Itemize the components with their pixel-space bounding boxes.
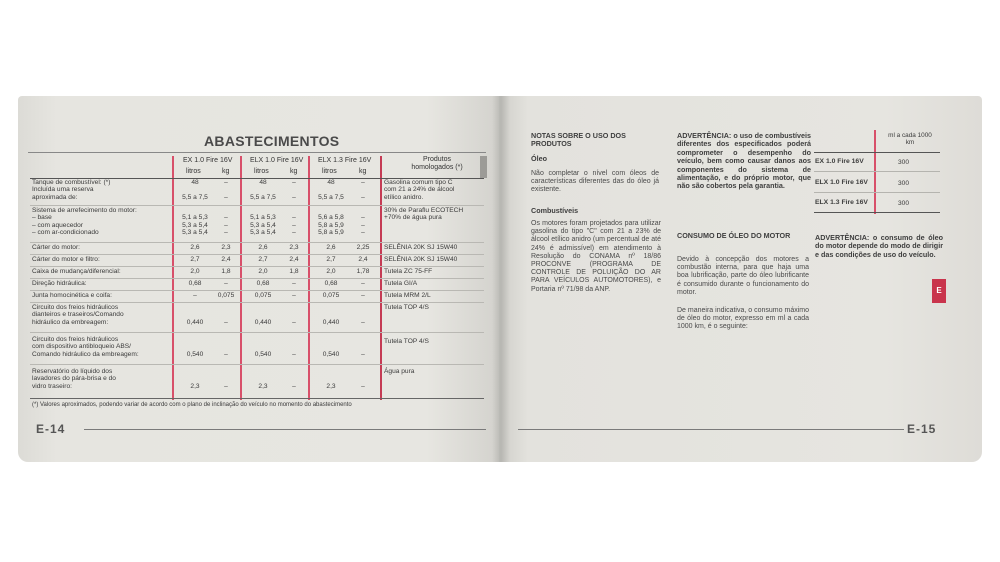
cell-elx13-litros: 0,075 bbox=[322, 292, 340, 299]
cell-elx13-litros: 0,68 bbox=[324, 280, 338, 287]
header-kg: kg bbox=[290, 168, 298, 175]
page-number-right: E-15 bbox=[907, 422, 937, 436]
row-separator bbox=[30, 266, 484, 267]
cell-elx13-kg: 1,78 bbox=[356, 268, 370, 275]
cell-produto: Tutela MRM 2/L bbox=[384, 292, 431, 299]
row-label: Junta homocinética e coifa: bbox=[32, 292, 112, 299]
cell-elx10-litros: 2,7 bbox=[258, 256, 268, 263]
row-separator bbox=[30, 332, 484, 333]
cell-elx10-kg: 1,8 bbox=[289, 268, 299, 275]
row-separator bbox=[30, 398, 484, 399]
cell-ex-litros: 0,68 bbox=[188, 280, 202, 287]
cell-elx10-litros: 2,3 bbox=[258, 382, 268, 390]
cell-elx10-litros: 0,68 bbox=[256, 280, 270, 287]
row-separator bbox=[30, 254, 484, 255]
cell-ex-litros: 2,3 bbox=[190, 382, 200, 390]
advertencia-1: ADVERTÊNCIA: o uso de combustíveis diferentes dos especificados poderá comprometer o desempenho do veículo, bem como causar danos aos componentes do sistema de alimentação, e do próprio motor, que não são cobertos pela garantia. bbox=[677, 131, 811, 191]
open-manual bbox=[18, 96, 982, 462]
cell-ex-litros: 2,6 bbox=[190, 244, 200, 251]
cell-ex-kg: – – bbox=[224, 179, 228, 201]
table-value: 300 bbox=[898, 180, 910, 187]
table-value: 300 bbox=[898, 159, 910, 166]
cell-elx10-kg: – bbox=[292, 350, 296, 358]
row-label: Reservatório do líquido dos lavadores do pára-brisa e do vidro traseiro: bbox=[32, 368, 116, 390]
cell-ex-kg: – – – bbox=[224, 214, 228, 237]
cell-ex-litros: 5,1 a 5,3 5,3 a 5,4 5,3 a 5,4 bbox=[182, 214, 208, 237]
combustiveis-heading: Combustíveis bbox=[531, 206, 579, 215]
cell-elx13-litros: 48 5,5 a 7,5 bbox=[318, 179, 344, 201]
notas-title: NOTAS SOBRE O USO DOS PRODUTOS bbox=[531, 131, 626, 149]
row-separator bbox=[30, 242, 484, 243]
cell-elx13-litros: 2,0 bbox=[326, 268, 336, 275]
cell-produto: Gasolina comum tipo C com 21 a 24% de álcool etílico anidro. bbox=[384, 179, 455, 201]
row-label: Cárter do motor e filtro: bbox=[32, 256, 100, 263]
row-label: Direção hidráulica: bbox=[32, 280, 87, 287]
cell-elx13-kg: 2,25 bbox=[356, 244, 370, 251]
cell-elx10-litros: 5,1 a 5,3 5,3 a 5,4 5,3 a 5,4 bbox=[250, 214, 276, 237]
row-label: Circuito dos freios hidráulicos dianteiros e traseiros/Comando hidráulico da embreagem: bbox=[32, 304, 124, 326]
cell-elx10-kg: – bbox=[292, 382, 296, 390]
row-label: Cárter do motor: bbox=[32, 244, 81, 251]
table-model: ELX 1.3 Fire 16V bbox=[815, 199, 868, 206]
header-ex: EX 1.0 Fire 16V bbox=[183, 157, 233, 164]
cell-elx13-litros: 2,6 bbox=[326, 244, 336, 251]
cell-ex-litros: 0,440 bbox=[186, 318, 204, 326]
cell-ex-kg: 0,075 bbox=[217, 292, 235, 299]
table-header: ml a cada 1000 km bbox=[888, 132, 932, 147]
cell-elx13-kg: – bbox=[361, 350, 365, 358]
cell-ex-litros: 0,540 bbox=[186, 350, 204, 358]
table-rule bbox=[814, 212, 940, 213]
cell-elx13-kg: – bbox=[361, 280, 365, 287]
cell-elx10-litros: 0,440 bbox=[254, 318, 272, 326]
header-kg: kg bbox=[359, 168, 367, 175]
consumo-title: CONSUMO DE ÓLEO DO MOTOR bbox=[677, 231, 791, 240]
cell-elx13-kg: – bbox=[361, 382, 365, 390]
cell-elx10-kg: – – – bbox=[292, 214, 296, 237]
footer-rule bbox=[84, 429, 486, 430]
cell-elx13-litros: 0,440 bbox=[322, 318, 340, 326]
footnote: (*) Valores aproximados, podendo variar de acordo com o plano de inclinação do veículo no momento do abastecimento bbox=[32, 402, 352, 408]
row-separator bbox=[30, 278, 484, 279]
row-label: Sistema de arrefecimento do motor: – base – com aquecedor – com ar-condicionado bbox=[32, 207, 137, 237]
footer-rule bbox=[518, 429, 904, 430]
cell-elx10-litros: 48 5,5 a 7,5 bbox=[250, 179, 276, 201]
cell-ex-kg: – bbox=[224, 318, 228, 326]
row-separator bbox=[30, 290, 484, 291]
cell-elx10-kg: 2,3 bbox=[289, 244, 299, 251]
table-red-bar bbox=[874, 130, 876, 214]
cell-ex-litros: 2,0 bbox=[190, 268, 200, 275]
header-litros: litros bbox=[254, 168, 269, 175]
cell-elx10-litros: 2,0 bbox=[258, 268, 268, 275]
cell-elx10-litros: 2,6 bbox=[258, 244, 268, 251]
cell-ex-kg: – bbox=[224, 382, 228, 390]
combustiveis-text: Os motores foram projetados para utilizar gasolina do tipo "C" com 21 a 23% de álcool etílico anidro (um percentual de até 24% é admissível) em atendimento à Resolução do CONAMA nº 18/86 PROCONVE (PROGRAMA DE CONTROLE DE POLUIÇÃO DO AR PARA VEÍCULOS AUTOMOTORES), e Portaria nº 71/98 da ANP. bbox=[531, 220, 661, 293]
cell-elx13-litros: 5,6 a 5,8 5,8 a 5,9 5,8 a 5,9 bbox=[318, 214, 344, 237]
cell-ex-kg: – bbox=[224, 280, 228, 287]
row-label: Tanque de combustível: (*) Incluída uma reserva aproximada de: bbox=[32, 179, 111, 201]
cell-elx10-kg: 2,4 bbox=[289, 256, 299, 263]
header-elx10: ELX 1.0 Fire 16V bbox=[250, 157, 304, 164]
row-separator bbox=[30, 205, 484, 206]
cell-elx13-kg: – bbox=[361, 292, 365, 299]
header-produtos: Produtos homologados (*) bbox=[411, 156, 463, 171]
cell-elx10-kg: – bbox=[292, 280, 296, 287]
page-title: ABASTECIMENTOS bbox=[204, 133, 340, 149]
oleo-text: Não completar o nível com óleos de características diferentes das do óleo já existente. bbox=[531, 170, 659, 194]
cell-elx10-kg: – bbox=[292, 292, 296, 299]
cell-ex-litros: 2,7 bbox=[190, 256, 200, 263]
cell-elx13-kg: – bbox=[361, 318, 365, 326]
cell-produto: 30% de Paraflu ECOTECH +70% de água pura bbox=[384, 207, 464, 222]
consumo-text-2: De maneira indicativa, o consumo máximo de óleo do motor, expresso em ml a cada 1000 km, é o seguinte: bbox=[677, 307, 809, 331]
header-shade bbox=[480, 156, 487, 178]
cell-elx13-litros: 2,7 bbox=[326, 256, 336, 263]
row-separator bbox=[30, 302, 484, 303]
book-gutter bbox=[492, 96, 510, 462]
cell-produto: SELÊNIA 20K SJ 15W40 bbox=[384, 244, 458, 251]
cell-ex-kg: 1,8 bbox=[221, 268, 231, 275]
cell-elx10-kg: – – bbox=[292, 179, 296, 201]
advertencia-2: ADVERTÊNCIA: o consumo de óleo do motor depende do modo de dirigir e das condições de uso do veículo. bbox=[815, 233, 943, 259]
row-label: Circuito dos freios hidráulicos com dispositivo antibloqueio ABS/ Comando hidráulico da embreagem: bbox=[32, 336, 139, 358]
table-rule bbox=[814, 152, 940, 153]
cell-elx13-litros: 2,3 bbox=[326, 382, 336, 390]
page-number-left: E-14 bbox=[36, 422, 66, 436]
table-model: EX 1.0 Fire 16V bbox=[815, 158, 864, 165]
cell-ex-kg: 2,3 bbox=[221, 244, 231, 251]
consumo-text-1: Devido à concepção dos motores a combustão interna, para que haja uma boa lubrificação, parte do óleo lubrificante é consumido durante o funcionamento do motor. bbox=[677, 256, 809, 296]
cell-ex-kg: 2,4 bbox=[221, 256, 231, 263]
cell-elx13-kg: – – – bbox=[361, 214, 365, 237]
cell-elx13-kg: 2,4 bbox=[358, 256, 368, 263]
cell-produto: SELÊNIA 20K SJ 15W40 bbox=[384, 256, 458, 263]
cell-elx10-litros: 0,540 bbox=[254, 350, 272, 358]
table-model: ELX 1.0 Fire 16V bbox=[815, 179, 868, 186]
cell-produto: Tutela ZC 75-FF bbox=[384, 268, 433, 275]
table-row-rule bbox=[814, 192, 940, 193]
section-tab: E bbox=[932, 279, 946, 303]
row-label: Caixa de mudança/diferencial: bbox=[32, 268, 121, 275]
cell-ex-litros: 48 5,5 a 7,5 bbox=[182, 179, 208, 201]
cell-ex-kg: – bbox=[224, 350, 228, 358]
header-elx13: ELX 1.3 Fire 16V bbox=[318, 157, 372, 164]
table-row-rule bbox=[814, 171, 940, 172]
cell-elx10-kg: – bbox=[292, 318, 296, 326]
cell-elx13-kg: – – bbox=[361, 179, 365, 201]
cell-produto: Tutela TOP 4/S bbox=[384, 338, 429, 345]
header-kg: kg bbox=[222, 168, 230, 175]
header-litros: litros bbox=[322, 168, 337, 175]
row-separator bbox=[30, 364, 484, 365]
cell-ex-litros: – bbox=[193, 292, 197, 299]
title-rule bbox=[28, 152, 486, 153]
cell-produto: Tutela TOP 4/S bbox=[384, 304, 429, 311]
header-litros: litros bbox=[186, 168, 201, 175]
cell-produto: Tutela GI/A bbox=[384, 280, 418, 287]
table-value: 300 bbox=[898, 200, 910, 207]
cell-produto: Água pura bbox=[384, 368, 415, 375]
cell-elx13-litros: 0,540 bbox=[322, 350, 340, 358]
cell-elx10-litros: 0,075 bbox=[254, 292, 272, 299]
oleo-heading: Óleo bbox=[531, 154, 547, 163]
